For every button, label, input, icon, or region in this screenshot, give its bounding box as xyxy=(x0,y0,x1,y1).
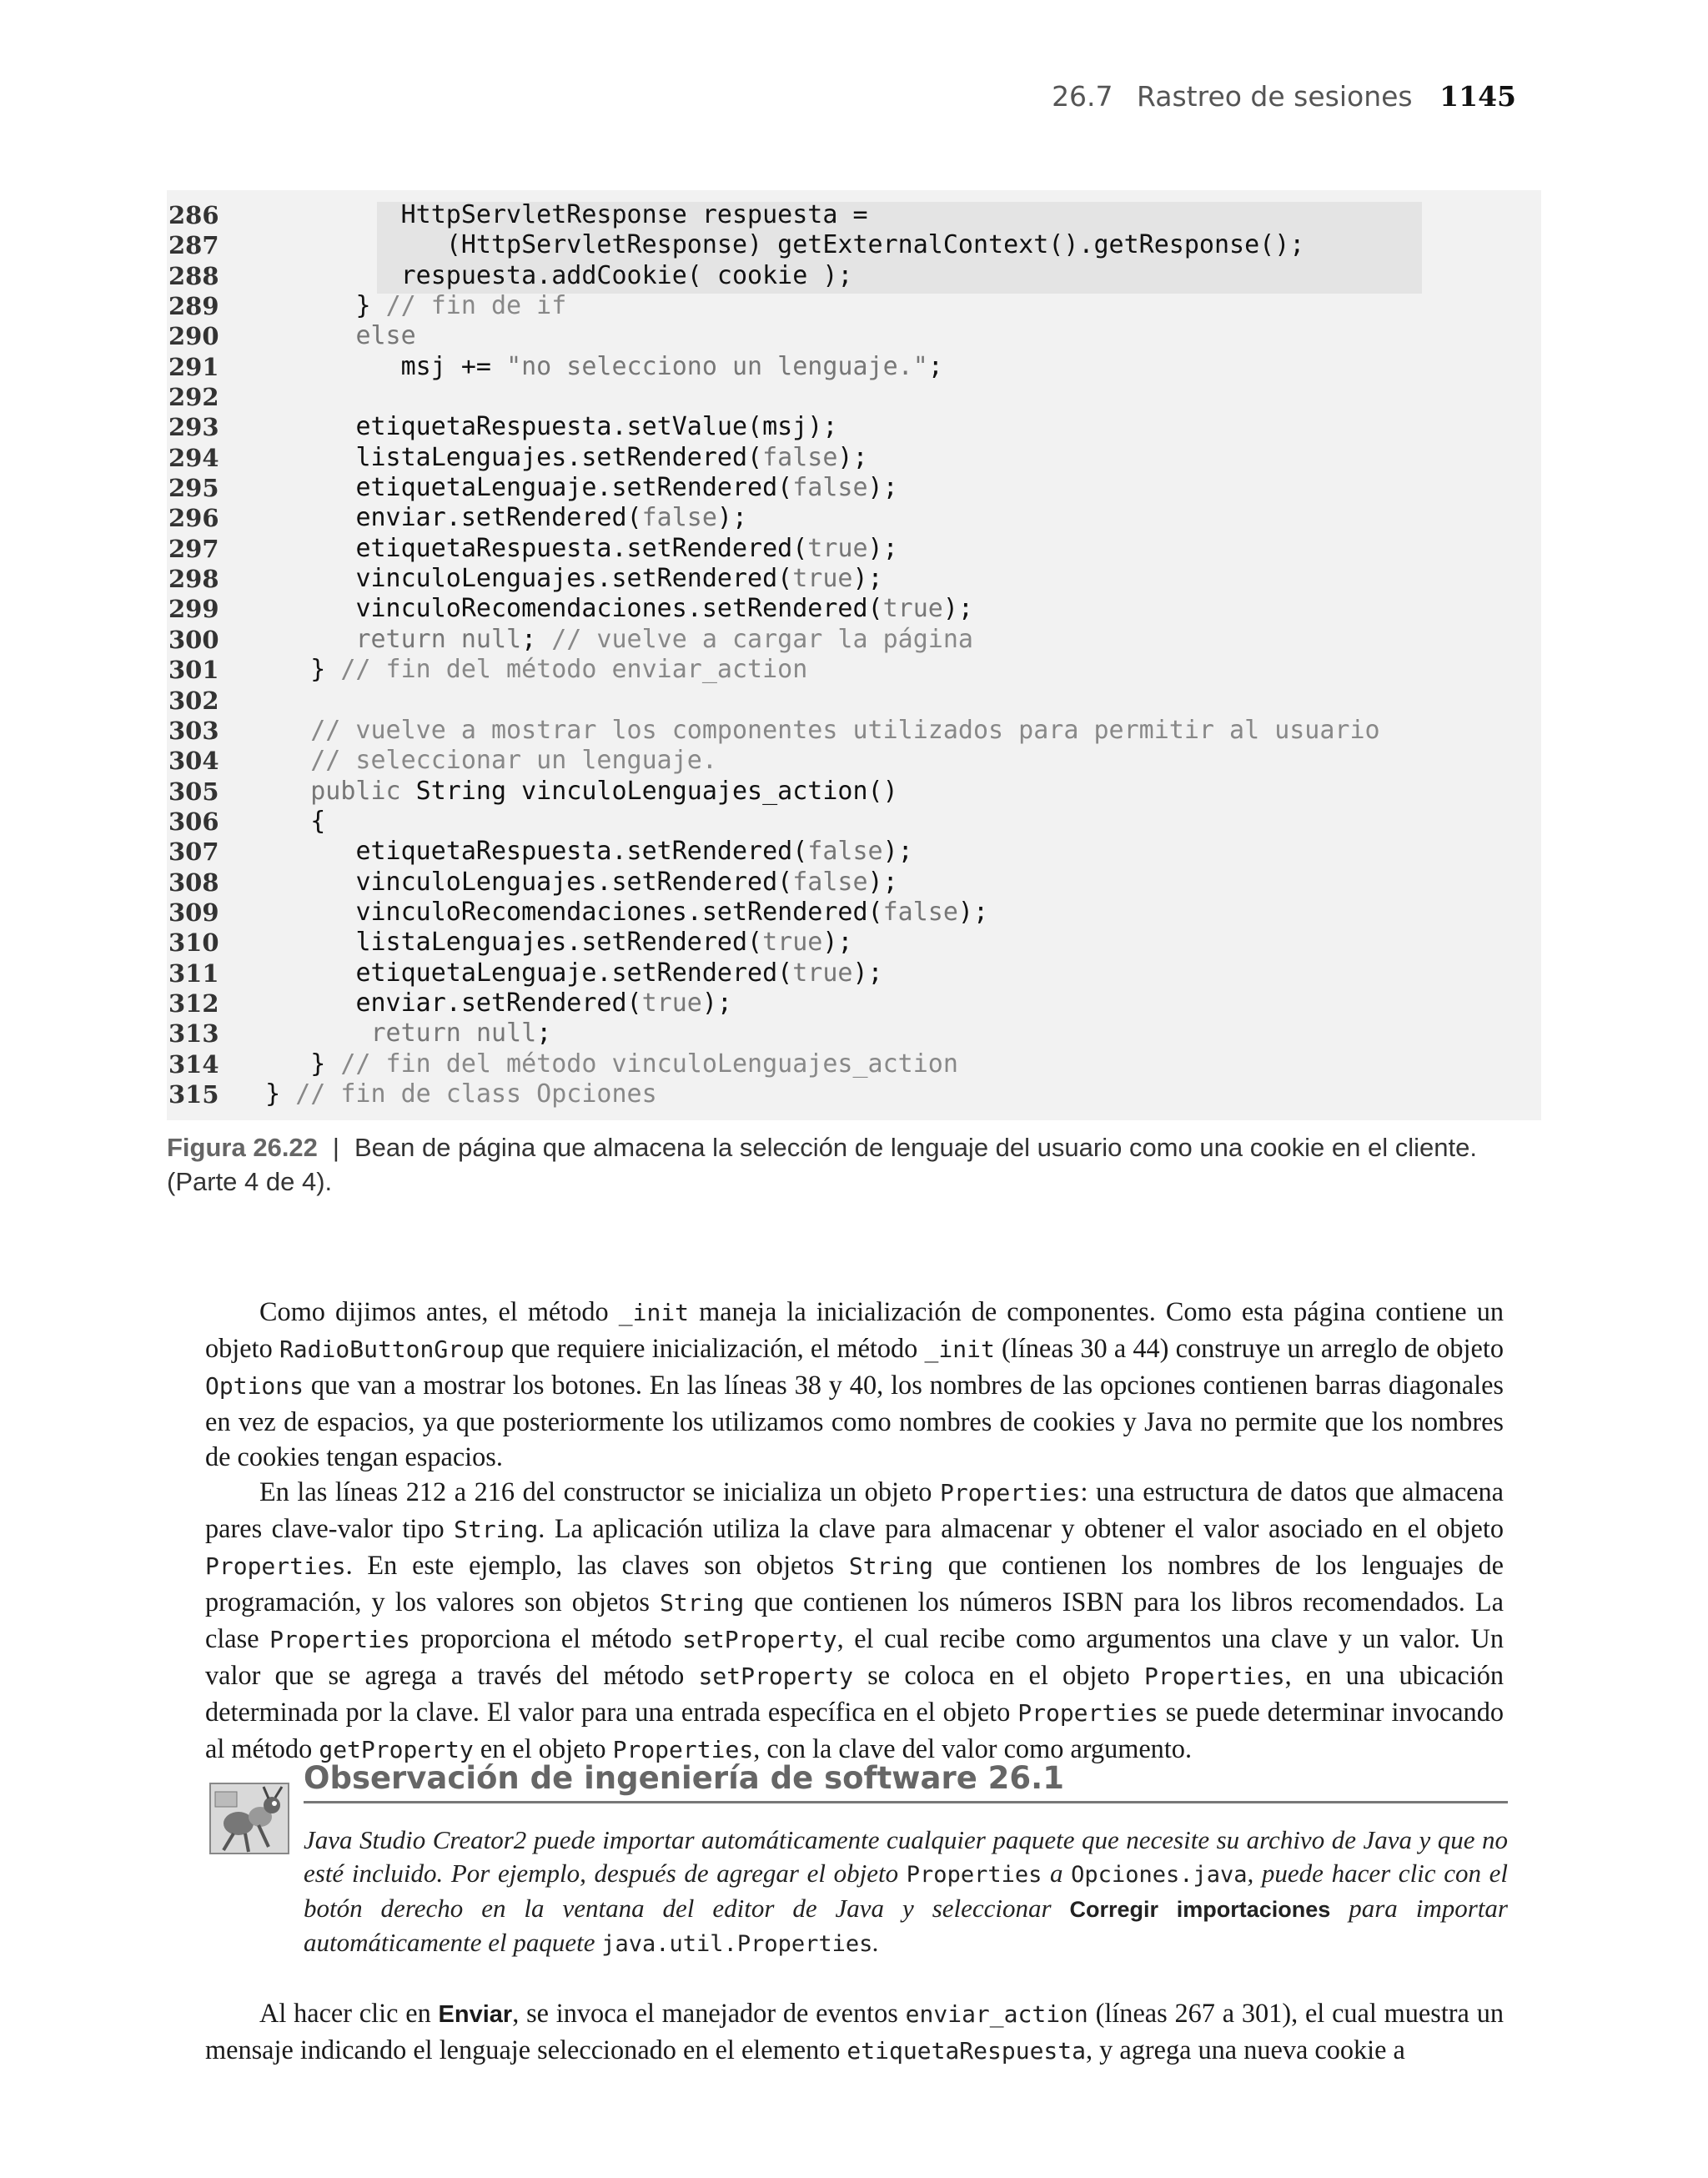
code-token: etiquetaLenguaje.setRendered( xyxy=(355,473,793,503)
code-text xyxy=(250,746,717,776)
code-keyword: else xyxy=(355,321,416,351)
text-run: (líneas 30 a 44) construye un arreglo de objeto xyxy=(994,1333,1504,1363)
code-line xyxy=(167,837,1541,867)
running-head xyxy=(1052,80,1516,113)
code-token: String vinculoLenguajes_action() xyxy=(400,776,898,806)
code-token: ); xyxy=(882,837,913,867)
page-number: 1145 xyxy=(1439,80,1516,113)
code-line xyxy=(167,443,1541,473)
inline-code: String xyxy=(848,1552,934,1580)
code-text xyxy=(250,534,898,564)
code-line xyxy=(167,412,1541,442)
inline-code: Properties xyxy=(612,1736,754,1763)
text-run: : una estructura de datos que almacena pares clave-valor tipo xyxy=(205,1476,1504,1543)
code-line xyxy=(167,625,1541,655)
text-run: En las líneas 212 a 216 del constructor se inicializa un objeto xyxy=(259,1476,940,1506)
paragraph xyxy=(205,1294,1504,1474)
code-line xyxy=(167,746,1541,776)
line-number: 303 xyxy=(168,716,219,745)
inline-code: getProperty xyxy=(319,1736,474,1763)
code-token: ; xyxy=(927,351,943,381)
code-keyword: true xyxy=(792,958,853,988)
line-number: 308 xyxy=(168,868,219,897)
inline-code: _init xyxy=(924,1335,995,1363)
ant-mascot-icon xyxy=(205,1775,294,1864)
inline-code: setProperty xyxy=(682,1626,837,1653)
code-line xyxy=(167,200,1541,230)
code-text xyxy=(250,625,973,655)
line-number: 313 xyxy=(168,1019,219,1049)
code-text xyxy=(250,321,416,351)
line-number: 306 xyxy=(168,807,219,836)
code-listing xyxy=(167,190,1541,1120)
code-token: } xyxy=(310,1049,341,1079)
code-keyword: false xyxy=(792,473,868,503)
code-token: enviar.setRendered( xyxy=(355,503,642,533)
inline-code: Properties xyxy=(1017,1699,1158,1727)
code-text xyxy=(250,807,325,837)
code-token: etiquetaRespuesta.setRendered( xyxy=(355,533,808,563)
code-token: HttpServletResponse respuesta = xyxy=(400,200,868,229)
text-run: a xyxy=(1042,1859,1072,1888)
code-line xyxy=(167,321,1541,351)
code-token: ; xyxy=(536,1019,552,1049)
code-text xyxy=(250,564,883,594)
code-token: msj += xyxy=(400,351,507,381)
code-keyword: false xyxy=(882,897,958,927)
code-keyword: true xyxy=(641,988,702,1018)
code-line xyxy=(167,473,1541,503)
text-run: Al hacer clic en xyxy=(259,1998,439,2028)
inline-code: Properties xyxy=(269,1626,410,1653)
line-number: 310 xyxy=(168,928,219,958)
code-token: enviar.setRendered( xyxy=(355,988,642,1018)
text-run: . xyxy=(872,1928,880,1957)
code-line xyxy=(167,1079,1541,1109)
code-keyword: true xyxy=(792,564,853,594)
code-line xyxy=(167,594,1541,624)
inline-code: setProperty xyxy=(698,1662,853,1690)
code-text xyxy=(250,1079,657,1109)
line-number: 307 xyxy=(168,837,219,867)
code-text xyxy=(250,261,852,291)
code-line xyxy=(167,1049,1541,1079)
inline-code: RadioButtonGroup xyxy=(279,1335,505,1363)
code-token: } xyxy=(310,655,341,685)
code-lines xyxy=(167,200,1541,1109)
text-run: . La aplicación utiliza la clave para almacenar y obtener el valor asociado en el objeto xyxy=(538,1513,1505,1543)
code-token: } xyxy=(265,1079,296,1109)
code-comment: // vuelve a cargar la página xyxy=(551,624,973,654)
code-token: ); xyxy=(867,867,898,897)
code-line xyxy=(167,503,1541,533)
code-line xyxy=(167,261,1541,291)
inline-code: String xyxy=(454,1516,539,1543)
text-run: , y agrega una nueva cookie a xyxy=(1086,2035,1405,2065)
observation-body xyxy=(304,1823,1508,1961)
text-run: que requiere inicialización, el método xyxy=(504,1333,925,1363)
line-number: 301 xyxy=(168,656,219,685)
text-run: . En este ejemplo, las claves son objetos xyxy=(345,1550,849,1580)
text-run: se coloca en el objeto xyxy=(852,1660,1145,1690)
code-text xyxy=(250,1049,958,1079)
section-number: 26.7 xyxy=(1052,80,1113,113)
code-token: etiquetaLenguaje.setRendered( xyxy=(355,958,793,988)
inline-code: etiquetaRespuesta xyxy=(846,2037,1086,2065)
code-line xyxy=(167,958,1541,988)
code-string: "no selecciono un lenguaje." xyxy=(506,351,928,381)
code-token: ); xyxy=(822,928,853,958)
code-token: vinculoRecomendaciones.setRendered( xyxy=(355,594,883,624)
text-run: maneja la inicialización de componentes. Como esta página contiene un objeto xyxy=(205,1296,1504,1363)
text-run: que contienen los números ISBN para los libros recomendados. La clase xyxy=(205,1587,1504,1653)
code-token: ); xyxy=(867,473,898,503)
code-keyword: false xyxy=(762,442,838,472)
code-text xyxy=(250,443,868,473)
code-text xyxy=(250,655,807,685)
figure-label: Figura 26.22 xyxy=(167,1133,318,1162)
text-run: proporciona el método xyxy=(409,1623,683,1653)
line-number: 299 xyxy=(168,595,219,624)
inline-code: Properties xyxy=(205,1552,346,1580)
code-comment: // fin del método enviar_action xyxy=(340,655,808,685)
line-number: 291 xyxy=(168,352,219,381)
text-run: Como dijimos antes, el método xyxy=(259,1296,619,1326)
code-comment: // fin de if xyxy=(385,291,567,321)
code-keyword: null xyxy=(460,624,522,654)
text-run: , el cual recibe como argumentos una clave y un valor. Un valor que se agrega a través del método xyxy=(205,1623,1504,1690)
code-token xyxy=(461,1019,476,1048)
line-number: 304 xyxy=(168,747,219,776)
code-line xyxy=(167,352,1541,382)
code-text xyxy=(250,837,913,867)
code-line xyxy=(167,291,1541,321)
line-number: 315 xyxy=(168,1079,219,1109)
code-token: ; xyxy=(521,624,552,654)
code-line xyxy=(167,655,1541,685)
line-number: 302 xyxy=(168,686,219,715)
code-text xyxy=(250,958,883,988)
code-keyword: false xyxy=(641,503,717,533)
code-keyword: false xyxy=(792,867,868,897)
code-comment: // vuelve a mostrar los componentes utilizados para permitir al usuario xyxy=(310,715,1380,745)
line-number: 305 xyxy=(168,777,219,806)
line-number: 289 xyxy=(168,292,219,321)
code-line xyxy=(167,716,1541,746)
code-text xyxy=(250,898,988,928)
code-token: vinculoRecomendaciones.setRendered( xyxy=(355,897,883,927)
code-text xyxy=(250,473,898,503)
inline-code: Opciones.java xyxy=(1071,1862,1248,1888)
code-comment: // seleccionar un lenguaje. xyxy=(310,746,717,776)
code-line xyxy=(167,1019,1541,1049)
text-run: que contienen los nombres de los lenguajes de programación, y los valores son objetos xyxy=(205,1550,1504,1617)
line-number: 290 xyxy=(168,322,219,351)
code-keyword: return xyxy=(355,1019,461,1049)
inline-code: Options xyxy=(205,1372,304,1400)
code-text xyxy=(250,1019,551,1049)
line-number: 295 xyxy=(168,474,219,503)
line-number: 293 xyxy=(168,413,219,442)
code-token: ); xyxy=(852,564,883,594)
body-text-bottom xyxy=(205,1995,1504,2069)
line-number: 294 xyxy=(168,443,219,472)
code-keyword: public xyxy=(310,776,401,806)
code-keyword: return xyxy=(355,624,446,654)
section-title: Rastreo de sesiones xyxy=(1137,80,1413,113)
inline-code: String xyxy=(660,1589,745,1617)
code-comment: // fin del método vinculoLenguajes_action xyxy=(340,1049,958,1079)
code-text xyxy=(250,503,747,533)
code-token: (HttpServletResponse) getExternalContext().getResponse(); xyxy=(445,230,1305,260)
line-number: 297 xyxy=(168,534,219,563)
code-token: ); xyxy=(867,533,898,563)
code-token: respuesta.addCookie( cookie ); xyxy=(400,260,853,290)
code-line xyxy=(167,534,1541,564)
code-line xyxy=(167,564,1541,594)
inline-code: Properties xyxy=(1144,1662,1285,1690)
code-token xyxy=(446,625,461,654)
ui-term: Corregir importaciones xyxy=(1069,1897,1331,1922)
code-keyword: null xyxy=(475,1019,537,1049)
code-token: ); xyxy=(852,958,883,988)
inline-code: _init xyxy=(618,1299,690,1326)
code-token: ); xyxy=(716,503,748,533)
line-number: 309 xyxy=(168,898,219,927)
line-number: 311 xyxy=(168,958,219,988)
observation-title: Observación de ingeniería de software 26.1 xyxy=(304,1760,1508,1803)
code-text xyxy=(250,230,1304,260)
code-line xyxy=(167,382,1541,412)
code-text xyxy=(250,412,837,442)
code-token: } xyxy=(355,291,386,321)
caption-separator: | xyxy=(332,1133,339,1162)
code-text xyxy=(250,594,973,624)
code-text xyxy=(250,777,898,807)
ui-term: Enviar xyxy=(438,2001,513,2028)
code-token: ); xyxy=(957,897,989,927)
text-run: , con la clave del valor como argumento. xyxy=(753,1733,1193,1763)
paragraph xyxy=(205,1995,1504,2069)
code-line xyxy=(167,230,1541,260)
code-token: ); xyxy=(837,442,868,472)
code-token: etiquetaRespuesta.setRendered( xyxy=(355,837,808,867)
code-line xyxy=(167,686,1541,716)
code-keyword: true xyxy=(807,533,868,563)
code-keyword: true xyxy=(762,928,823,958)
line-number: 296 xyxy=(168,504,219,533)
line-number: 314 xyxy=(168,1049,219,1079)
figure-caption-text: Bean de página que almacena la selección de lenguaje del usuario como una cookie en el cliente. (Parte 4 de 4). xyxy=(167,1133,1477,1196)
line-number: 298 xyxy=(168,565,219,594)
code-line xyxy=(167,898,1541,928)
code-token: { xyxy=(310,806,326,836)
body-text-top xyxy=(205,1294,1504,1768)
text-run: en el objeto xyxy=(473,1733,613,1763)
code-line xyxy=(167,868,1541,898)
text-run: , se invoca el manejador de eventos xyxy=(512,1998,906,2028)
inline-code: Properties xyxy=(939,1479,1081,1506)
code-keyword: false xyxy=(807,837,883,867)
code-token: etiquetaRespuesta.setValue(msj); xyxy=(355,412,838,442)
code-text xyxy=(250,868,898,898)
code-line xyxy=(167,988,1541,1019)
inline-code: Properties xyxy=(906,1862,1042,1888)
code-line xyxy=(167,777,1541,807)
line-number: 300 xyxy=(168,625,219,654)
text-run: para importar automáticamente el paquete xyxy=(304,1894,1508,1957)
text-run: (líneas 267 a 301), el cual muestra un mensaje indicando el lenguaje seleccionado en el elemento xyxy=(205,1998,1504,2065)
line-number: 287 xyxy=(168,231,219,260)
code-token: ); xyxy=(942,594,973,624)
text-run: Java Studio Creator2 puede importar automáticamente cualquier paquete que necesite su archivo de Java y que no esté incluido. Por ejemplo, después de agregar el objeto xyxy=(304,1825,1508,1888)
code-text xyxy=(250,988,732,1019)
code-text xyxy=(250,716,1380,746)
text-run: se puede determinar invocando al método xyxy=(205,1697,1505,1763)
code-token: listaLenguajes.setRendered( xyxy=(355,928,763,958)
code-text xyxy=(250,352,943,382)
code-token: vinculoLenguajes.setRendered( xyxy=(355,564,793,594)
code-comment: // fin de class Opciones xyxy=(295,1079,657,1109)
code-token: ); xyxy=(701,988,732,1018)
code-keyword: true xyxy=(882,594,943,624)
code-line xyxy=(167,928,1541,958)
text-run: , en una ubicación determinada por la clave. El valor para una entrada específica en el objeto xyxy=(205,1660,1504,1727)
text-run: que van a mostrar los botones. En las líneas 38 y 40, los nombres de las opciones contienen barras diagonales en vez de espacios, ya que posteriormente los utilizamos como nombres de cookies y Java no permite que los nombres de cookies tengan espacios. xyxy=(205,1370,1504,1471)
code-line xyxy=(167,807,1541,837)
code-token: listaLenguajes.setRendered( xyxy=(355,442,763,472)
paragraph xyxy=(205,1474,1504,1768)
line-number: 286 xyxy=(168,201,219,229)
code-text xyxy=(250,291,566,321)
line-number: 292 xyxy=(168,383,219,412)
text-run: , puede hacer clic con el botón derecho en la ventana del editor de Java y seleccionar xyxy=(304,1859,1508,1923)
code-text xyxy=(250,200,868,230)
code-token: vinculoLenguajes.setRendered( xyxy=(355,867,793,897)
line-number: 288 xyxy=(168,261,219,290)
code-text xyxy=(250,928,852,958)
figure-caption xyxy=(167,1130,1518,1199)
inline-code: enviar_action xyxy=(905,2000,1088,2028)
line-number: 312 xyxy=(168,988,219,1018)
inline-code: java.util.Properties xyxy=(601,1931,873,1957)
